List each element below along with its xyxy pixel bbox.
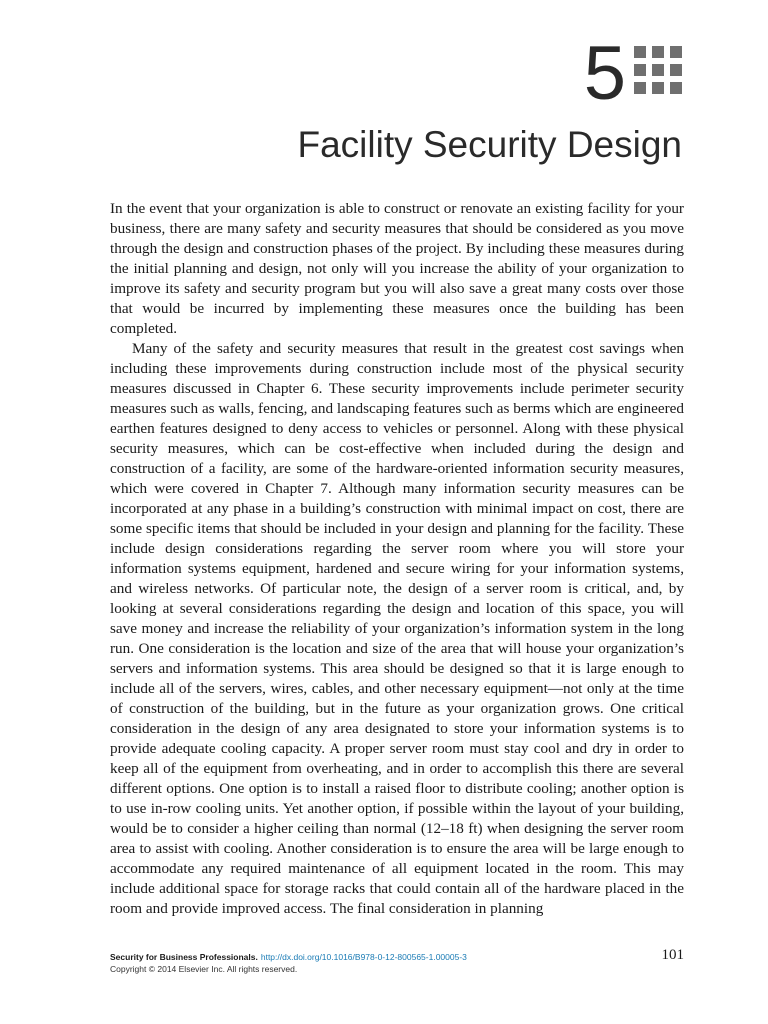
footer-book-title: Security for Business Professionals.: [110, 952, 258, 962]
chapter-title: Facility Security Design: [297, 124, 682, 165]
grid-square: [634, 64, 646, 76]
grid-square: [652, 46, 664, 58]
footer-copyright: Copyright © 2014 Elsevier Inc. All rights reserved.: [110, 964, 298, 974]
chapter-square-grid-icon: [634, 46, 682, 94]
chapter-header: [583, 31, 682, 116]
grid-square: [652, 64, 664, 76]
page-footer: [110, 947, 684, 975]
grid-square: [634, 82, 646, 94]
grid-square: [670, 46, 682, 58]
body-text: [110, 199, 684, 919]
grid-square: [670, 64, 682, 76]
chapter-number: 5: [583, 31, 626, 116]
footer-citation: [110, 951, 684, 963]
footer-doi-link[interactable]: http://dx.doi.org/10.1016/B978-0-12-800565-1.00005-3: [260, 952, 467, 962]
grid-square: [652, 82, 664, 94]
paragraph-2: Many of the safety and security measures that result in the greatest cost savings when including these improvements during construction include most of the physical security measures discussed in Chapter 6. These security improvements include perimeter security measures such as walls, fencing, and landscaping features such as berms which are engineered earthen features designed to deny access to vehicles or personnel. Along with these physical security measures, which can be cost-effective when included during the design and construction of a facility, are some of the hardware-oriented information security measures, which were covered in Chapter 7. Although many information security measures can be incorporated at any phase in a building’s construction with minimal impact on cost, there are some specific items that should be included in your design and planning for the facility. These include design considerations regarding the server room where you will store your information systems equipment, hardened and secure wiring for your information systems, and wireless networks. Of particular note, the design of a server room is critical, and, by looking at several considerations regarding the design and location of this space, you will save money and increase the reliability of your organization’s information system in the long run. One consideration is the location and size of the area that will house your organization’s servers and information systems. This area should be designed so that it is large enough to include all of the servers, wires, cables, and other necessary equipment—not only at the time of construction of the building, but in the future as your organization grows. One critical consideration in the design of any area designated to store your information systems is to provide adequate cooling capacity. A proper server room must stay cool and dry in order to keep all of the equipment from overheating, and in order to accomplish this there are several different options. One option is to install a raised floor to distribute cooling; another option is to use in-row cooling units. Yet another option, if possible within the layout of your building, would be to consider a higher ceiling than normal (12–18 ft) when designing the server room area to assist with cooling. Another consideration is to ensure the area will be large enough to accommodate any required maintenance of all equipment located in the room. This may include additional space for storage racks that could contain all of the hardware placed in the room and provide improved access. The final consideration in planning: [110, 340, 684, 917]
page-number: 101: [661, 947, 684, 963]
grid-square: [670, 82, 682, 94]
paragraph-1: In the event that your organization is able to construct or renovate an existing facility for your business, there are many safety and security measures that should be considered as you move through the design and construction phases of the project. By including these measures during the initial planning and design, not only will you increase the ability of your organization to improve its safety and security program but you will also save a great many costs over those that would be incurred by implementing these measures once the building has been completed.: [110, 200, 684, 337]
grid-square: [634, 46, 646, 58]
